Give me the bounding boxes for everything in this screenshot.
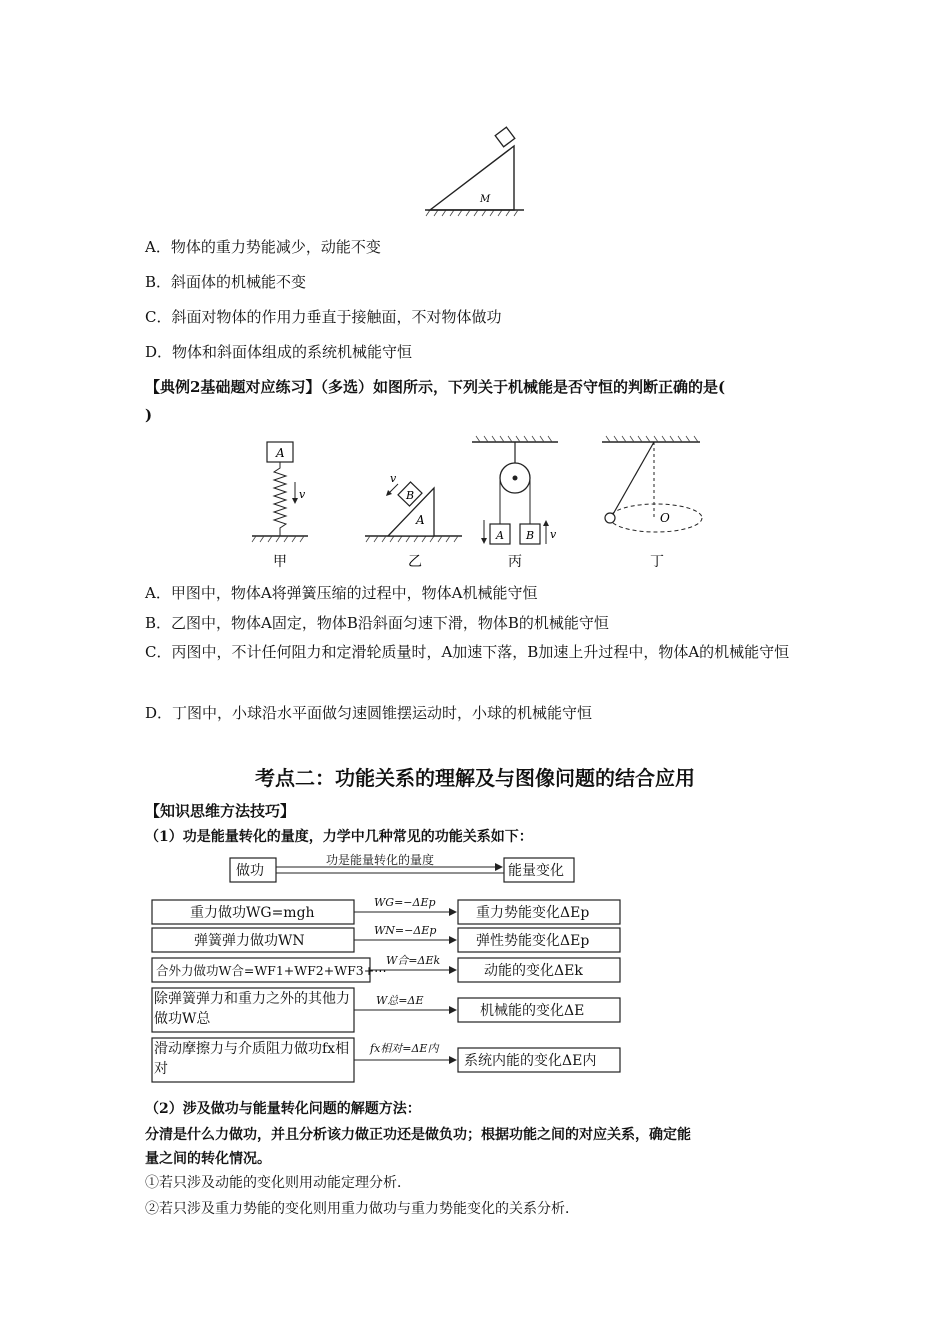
q1-option-b: B．斜面体的机械能不变 xyxy=(145,273,307,291)
row4-right: 机械能的变化ΔE xyxy=(480,1003,585,1019)
ding-caption: 丁 xyxy=(650,554,664,570)
jia-caption: 甲 xyxy=(273,554,287,570)
yi-v-label: v xyxy=(390,472,397,485)
bing-a-label: A xyxy=(496,529,504,542)
jia-block-label: A xyxy=(276,446,285,460)
yi-a-label: A xyxy=(416,513,425,527)
mass-label: M xyxy=(480,194,491,205)
row5-left: 滑动摩擦力与介质阻力做功fx相对 xyxy=(154,1041,350,1077)
row1-left: 重力做功WG=mgh xyxy=(190,905,315,921)
knowledge-header: 【知识思维方法技巧】 xyxy=(145,802,296,820)
q2-option-b: B．乙图中，物体A固定，物体B沿斜面匀速下滑，物体B的机械能守恒 xyxy=(145,614,609,632)
diagram-top-arrow: 功是能量转化的量度 xyxy=(326,853,435,867)
row5-right: 系统内能的变化ΔE内 xyxy=(464,1053,597,1069)
diagram-right-top: 能量变化 xyxy=(508,863,564,879)
ding-o-label: O xyxy=(660,511,670,525)
q2-option-c: C．丙图中，不计任何阻力和定滑轮质量时，A加速下落，B加速上升过程中，物体A的机械能守恒 xyxy=(145,643,790,661)
tip-2: ②若只涉及重力势能的变化则用重力做功与重力势能变化的关系分析． xyxy=(145,1201,579,1217)
row3-left: 合外力做功W合=WF1+WF2+WF3+⋯ xyxy=(156,963,387,978)
row5-formula: fx相对=ΔE内 xyxy=(370,1042,439,1055)
row2-left: 弹簧弹力做功WN xyxy=(194,933,305,949)
yi-caption: 乙 xyxy=(408,554,422,570)
work-energy-diagram xyxy=(150,852,630,1088)
bing-b-label: B xyxy=(526,529,535,542)
row1-right: 重力势能变化ΔEp xyxy=(476,905,590,921)
method-line-1: 分清是什么力做功，并且分析该力做正功还是做负功；根据功能之间的对应关系，确定能 xyxy=(145,1127,691,1143)
yi-b-label: B xyxy=(406,489,415,502)
jia-v-label: v xyxy=(299,488,306,501)
incline-figure xyxy=(420,122,530,222)
q1-option-a: A．物体的重力势能减少，动能不变 xyxy=(145,238,381,256)
row3-right: 动能的变化ΔEk xyxy=(484,963,583,979)
row1-formula: WG=−ΔEp xyxy=(374,896,436,909)
point-2: （2）涉及做功与能量转化问题的解题方法： xyxy=(145,1101,421,1117)
row3-formula: W合=ΔEk xyxy=(386,954,441,967)
q2-option-a: A．甲图中，物体A将弹簧压缩的过程中，物体A机械能守恒 xyxy=(145,584,538,602)
tip-1: ①若只涉及动能的变化则用动能定理分析． xyxy=(145,1175,411,1191)
q1-option-d: D．物体和斜面体组成的系统机械能守恒 xyxy=(145,343,413,361)
row4-left: 除弹簧弹力和重力之外的其他力做功W总 xyxy=(154,991,350,1027)
row2-formula: WN=−ΔEp xyxy=(374,924,437,937)
mechanics-figures xyxy=(240,432,720,577)
diagram-left-top: 做功 xyxy=(236,863,264,879)
row4-formula: W总=ΔE xyxy=(376,994,424,1007)
section-title: 考点二：功能关系的理解及与图像问题的结合应用 xyxy=(255,766,695,790)
row2-right: 弹性势能变化ΔEp xyxy=(476,933,590,949)
q2-stem-line1: 【典例2基础题对应练习】（多选）如图所示，下列关于机械能是否守恒的判断正确的是( xyxy=(145,378,726,396)
bing-caption: 丙 xyxy=(508,554,522,570)
q2-option-d: D．丁图中，小球沿水平面做匀速圆锥摆运动时，小球的机械能守恒 xyxy=(145,704,593,722)
bing-v-label: v xyxy=(550,528,557,541)
method-line-2: 量之间的转化情况。 xyxy=(145,1151,271,1167)
point-1: （1）功是能量转化的量度，力学中几种常见的功能关系如下： xyxy=(145,829,533,845)
q2-stem-line2: ) xyxy=(145,406,153,424)
q1-option-c: C．斜面对物体的作用力垂直于接触面，不对物体做功 xyxy=(145,308,502,326)
